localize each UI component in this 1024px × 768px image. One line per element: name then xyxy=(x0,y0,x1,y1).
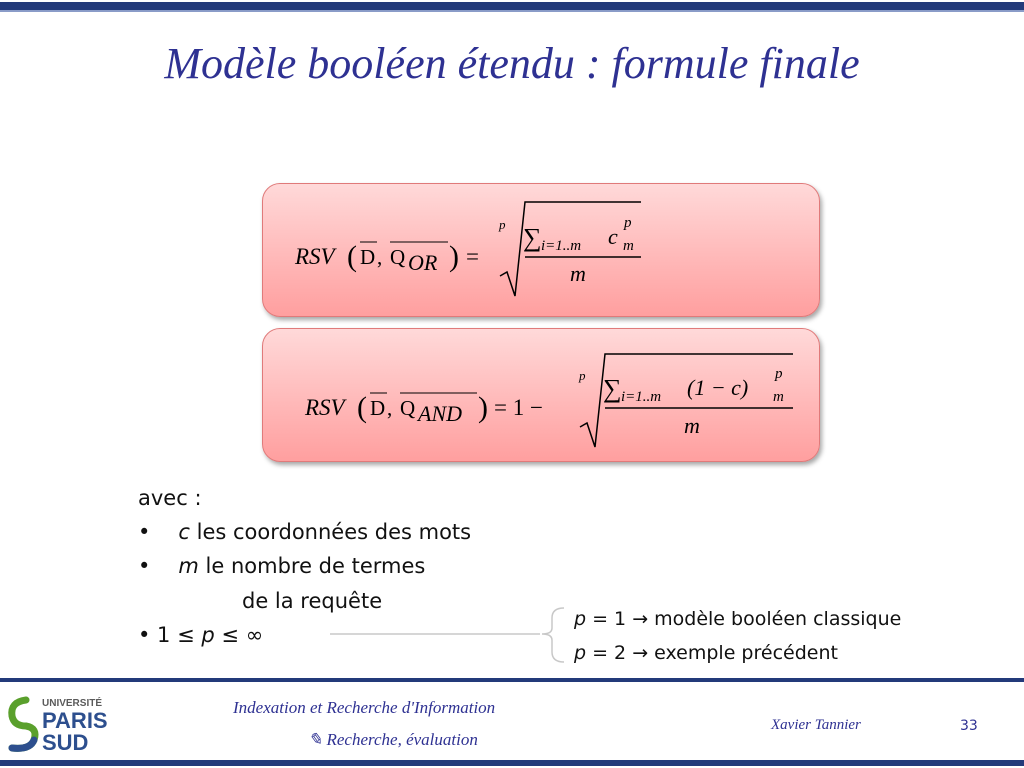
query-subscript: OR xyxy=(408,250,438,275)
formula-and-box xyxy=(262,328,820,462)
bullet-item-coordinates xyxy=(138,520,471,544)
pencil-icon: ✎ xyxy=(308,730,323,749)
open-paren: ( xyxy=(347,240,357,273)
page-number: 33 xyxy=(960,718,978,734)
footer-bar xyxy=(0,678,1024,682)
formula-or-svg xyxy=(263,184,819,316)
equals-sign: = xyxy=(466,244,479,269)
term-superscript: p xyxy=(775,366,783,382)
query-vector: Q xyxy=(390,245,406,269)
range-text xyxy=(138,623,263,647)
term-one-minus-c: (1 − c) xyxy=(687,375,749,400)
query-subscript: AND xyxy=(418,401,462,426)
bullet-variable: c xyxy=(178,520,190,544)
bullet-text: le nombre de termes xyxy=(198,554,426,578)
root-index: p xyxy=(499,217,506,232)
bullet-continuation: de la requête xyxy=(242,589,383,613)
bullet-dot: • xyxy=(138,520,151,544)
denominator: m xyxy=(684,413,700,438)
doc-vector: D xyxy=(370,396,386,420)
doc-vector: D xyxy=(360,245,376,269)
case-classic xyxy=(574,608,901,630)
slide-title: Modèle booléen étendu : formule finale xyxy=(164,39,860,88)
logo-line-2: PARIS xyxy=(42,708,108,733)
formula-or-box xyxy=(262,183,820,317)
denominator: m xyxy=(570,261,586,286)
comma: , xyxy=(377,245,383,269)
case-text: = 2 → exemple précédent xyxy=(586,642,838,664)
top-bar xyxy=(0,2,1024,12)
bullet-variable: m xyxy=(178,554,199,578)
bullet-dot: • xyxy=(138,554,151,578)
footer-section-label: Recherche, évaluation xyxy=(326,730,478,749)
logo-s-accent-icon xyxy=(12,740,34,748)
formula-and-svg xyxy=(263,329,819,461)
one-minus: = 1 − xyxy=(494,395,543,420)
university-logo xyxy=(4,692,114,754)
query-vector: Q xyxy=(400,396,416,420)
case-variable: p xyxy=(574,642,587,664)
range-prefix: • 1 ≤ xyxy=(138,623,202,647)
sum-subscript: i=1..m xyxy=(621,389,662,405)
root-index: p xyxy=(579,368,586,383)
case-brace-connector xyxy=(320,600,570,670)
footer-course-title: Indexation et Recherche d'Information xyxy=(233,698,496,717)
rsv-label: RSV xyxy=(305,395,345,420)
term-subscript: m xyxy=(773,389,784,405)
comma: , xyxy=(387,396,393,420)
rsv-label: RSV xyxy=(295,244,335,269)
sum-symbol: ∑ xyxy=(603,374,622,403)
term-subscript: m xyxy=(623,238,634,254)
close-paren: ) xyxy=(478,391,488,424)
sum-symbol: ∑ xyxy=(523,223,542,252)
curly-brace xyxy=(542,608,564,662)
intro-text: avec : xyxy=(138,486,202,510)
logo-line-1: UNIVERSITÉ xyxy=(42,698,103,709)
logo-line-3: SUD xyxy=(42,730,89,754)
bullet-item-terms xyxy=(138,554,425,578)
footer-section xyxy=(308,730,478,750)
sum-subscript: i=1..m xyxy=(541,238,582,254)
bottom-bar xyxy=(0,760,1024,766)
footer-author: Xavier Tannier xyxy=(771,717,861,733)
bullet-text: les coordonnées des mots xyxy=(189,520,472,544)
open-paren: ( xyxy=(357,391,367,424)
case-text: = 1 → modèle booléen classique xyxy=(586,608,902,630)
close-paren: ) xyxy=(449,240,459,273)
case-variable: p xyxy=(574,608,587,630)
range-variable: p xyxy=(201,623,215,647)
range-suffix: ≤ ∞ xyxy=(214,623,264,647)
case-previous-example xyxy=(574,642,838,664)
term-c: c xyxy=(608,224,618,249)
term-superscript: p xyxy=(624,215,632,231)
